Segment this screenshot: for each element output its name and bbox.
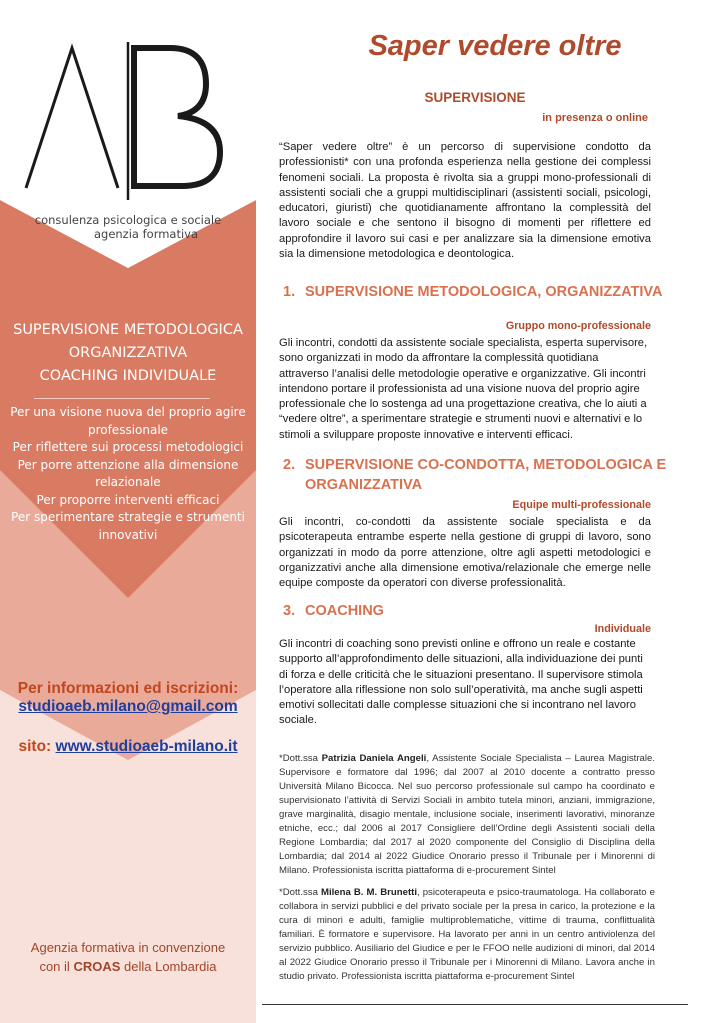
- croas-label: CROAS: [73, 959, 121, 974]
- section-number: 3.: [283, 603, 296, 619]
- sidebar-divider: [34, 398, 210, 399]
- bio-name: Milena B. M. Brunetti: [320, 887, 417, 898]
- sidebar: [0, 0, 256, 1023]
- bio-prefix: *Dott.ssa: [279, 753, 318, 764]
- list-item: Per sperimentare strategie e strumenti: [11, 510, 245, 524]
- bio-text: , psicoterapeuta e psico-traumatologa. Ha collaborato e collabora in servizi pubblici e del privato sociale per la presa in carico, la protezione e la cura di minori e adulti, famiglie multiproblematiche, vittime di trauma, conflittualità familiari. È formatore e supervisore. Ha lavorato per anni in un centro antiviolenza del servizio pubblico. Ausiliario del Giudice e per le FFOO nelle audizioni di minori, dal 2014 al 2022 Giudice Onorario presso il Tribunale per i Minorenni di Milano. Lavora anche in studio privato. Professionista iscritta piattaforma e-procurement Sintel: [279, 887, 655, 982]
- bio-brunetti: [279, 886, 655, 984]
- section-heading-1: [283, 282, 668, 302]
- info-heading: Per informazioni ed iscrizioni:: [17, 680, 239, 697]
- sidebar-title-line: SUPERVISIONE METODOLOGICA: [13, 322, 243, 338]
- bio-prefix: *Dott.ssa: [279, 887, 318, 898]
- sidebar-benefits-list: [0, 404, 256, 544]
- section-heading-3: [283, 601, 668, 621]
- section-title-cont: ORGANIZZATIVA: [305, 477, 423, 493]
- list-item: Per proporre interventi efficaci: [36, 492, 220, 507]
- section-number: 2.: [283, 457, 296, 473]
- main-heading: SUPERVISIONE: [424, 90, 526, 105]
- site-link[interactable]: www.studioaeb-milano.it: [55, 738, 238, 755]
- section-title: COACHING: [305, 603, 384, 619]
- site-line: [0, 738, 256, 756]
- section-text-2: Gli incontri, co-condotti da assistente sociale specialista e da psicoterapeuta entrambe esperte nella gestione di gruppi di lavoro, sono organizzati in modo da porre attenzione, oltre agli aspetti metodologici e organizzativi anche alla dimensione emotiva/relazionale che emerge nelle equipe composte da operatori con diverse professionalità.: [279, 516, 651, 590]
- sidebar-title-line: ORGANIZZATIVA: [68, 345, 188, 361]
- agency-line1: Agenzia formativa in convenzione: [30, 940, 226, 955]
- intro-paragraph: “Saper vedere oltre” è un percorso di supervisione condotto da professionisti* con una profonda esperienza nella gestione dei complessi fenomeni sociali. La proposta è rivolta sia a gruppi mono-professionali di assistenti sociali che a gruppi multidisciplinari (assistenti sociali, psicologi, educatori, giuristi) che quotidianamente affrontano la complessità del lavoro sociale e che sentono il bisogno di momenti per riflettere ed approfondire il lavoro sui casi e per analizzare sia la dimensione emotiva sia la dimensione metodologica e deontologica.: [279, 141, 651, 261]
- agency-text: con il: [39, 959, 70, 974]
- section-title: SUPERVISIONE CO-CONDOTTA, METODOLOGICA E: [305, 457, 667, 473]
- list-item: innovativi: [98, 527, 158, 542]
- list-item: Per riflettere sui processi metodologici: [12, 440, 244, 454]
- section-title: SUPERVISIONE METODOLOGICA, ORGANIZZATIVA: [305, 284, 663, 300]
- section-tag-2: Equipe multi-professionale: [512, 499, 651, 511]
- logo-subtitle-line1: consulenza psicologica e sociale: [34, 213, 222, 227]
- section-tag-3: Individuale: [594, 623, 651, 635]
- bio-name: Patrizia Daniela Angeli: [321, 753, 427, 764]
- bio-angeli: [279, 752, 655, 878]
- ab-logo: [20, 20, 230, 200]
- list-item: professionale: [87, 422, 169, 437]
- list-item: Per una visione nuova del proprio agire: [10, 405, 246, 419]
- page-title: Saper vedere oltre: [368, 30, 622, 62]
- main-subheading: in presenza o online: [542, 112, 648, 124]
- sidebar-title-line: COACHING INDIVIDUALE: [39, 368, 217, 384]
- list-item: relazionale: [95, 475, 161, 489]
- section-text-1: Gli incontri, condotti da assistente sociale specialista, esperta supervisore, sono organizzati in modo da affrontare la complessità quotidiana attraverso l’analisi delle metodologie operative e organizzative. Gli incontri intendono portare il professionista ad una visione nuova del proprio agire professionale che lo sostenga ad una progettazione creativa, che lo aiuti a “vedere oltre”, a sperimentare strategie e strumenti nuovi e alternativi e lo stimoli a sviluppare proposte innovative e interventi efficaci.: [279, 337, 648, 441]
- section-heading-2: [283, 455, 668, 495]
- list-item: Per porre attenzione alla dimensione: [17, 457, 239, 472]
- section-number: 1.: [283, 284, 296, 300]
- bio-text: , Assistente Sociale Specialista – Laurea Magistrale. Supervisore e formatore dal 1996; dal 2007 al 2010 docente a contratto presso Università Milano Bicocca. Nel suo percorso professionale sul campo ha coordinato e supervisionato l’attività di Servizi Sociali in ambito tutela minori, anziani, immigrazione, grave marginalità, disagio mentale, inclusione sociale, inserimenti lavorativi, minoranze etniche, ecc.; dal 2006 al 2017 Consigliere dell’Ordine degli Assistenti sociali della Regione Lombardia; dal 2017 al 2020 componente del Consiglio di Disciplina della Lombardia; dal 2014 al 2022 Giudice Onorario presso il Tribunale per i Minorenni di Milano. Professionista iscritta piattaforma di e-procurement Sintel: [279, 753, 655, 876]
- agency-line2: [0, 957, 256, 976]
- logo-subtitle-line2: agenzia formativa: [93, 227, 199, 241]
- email-link[interactable]: studioaeb.milano@gmail.com: [18, 698, 238, 715]
- bottom-divider: [262, 1004, 688, 1005]
- section-tag-1: Gruppo mono-professionale: [505, 320, 651, 332]
- agency-note: [0, 938, 256, 976]
- site-label: sito:: [18, 738, 52, 755]
- section-text-3: Gli incontri di coaching sono previsti online e offrono un reale e costante supporto all’approfondimento delle situazioni, alla individuazione dei punti di forza e delle criticità che le situazioni presentano. Il supervisore stimola l’operatore alla riflessione non solo sull’operatività, ma anche sugli aspetti emotivi sollecitati dalle complesse situazioni che si incontrano nel lavoro sociale.: [279, 638, 643, 727]
- agency-text: della Lombardia: [124, 959, 217, 974]
